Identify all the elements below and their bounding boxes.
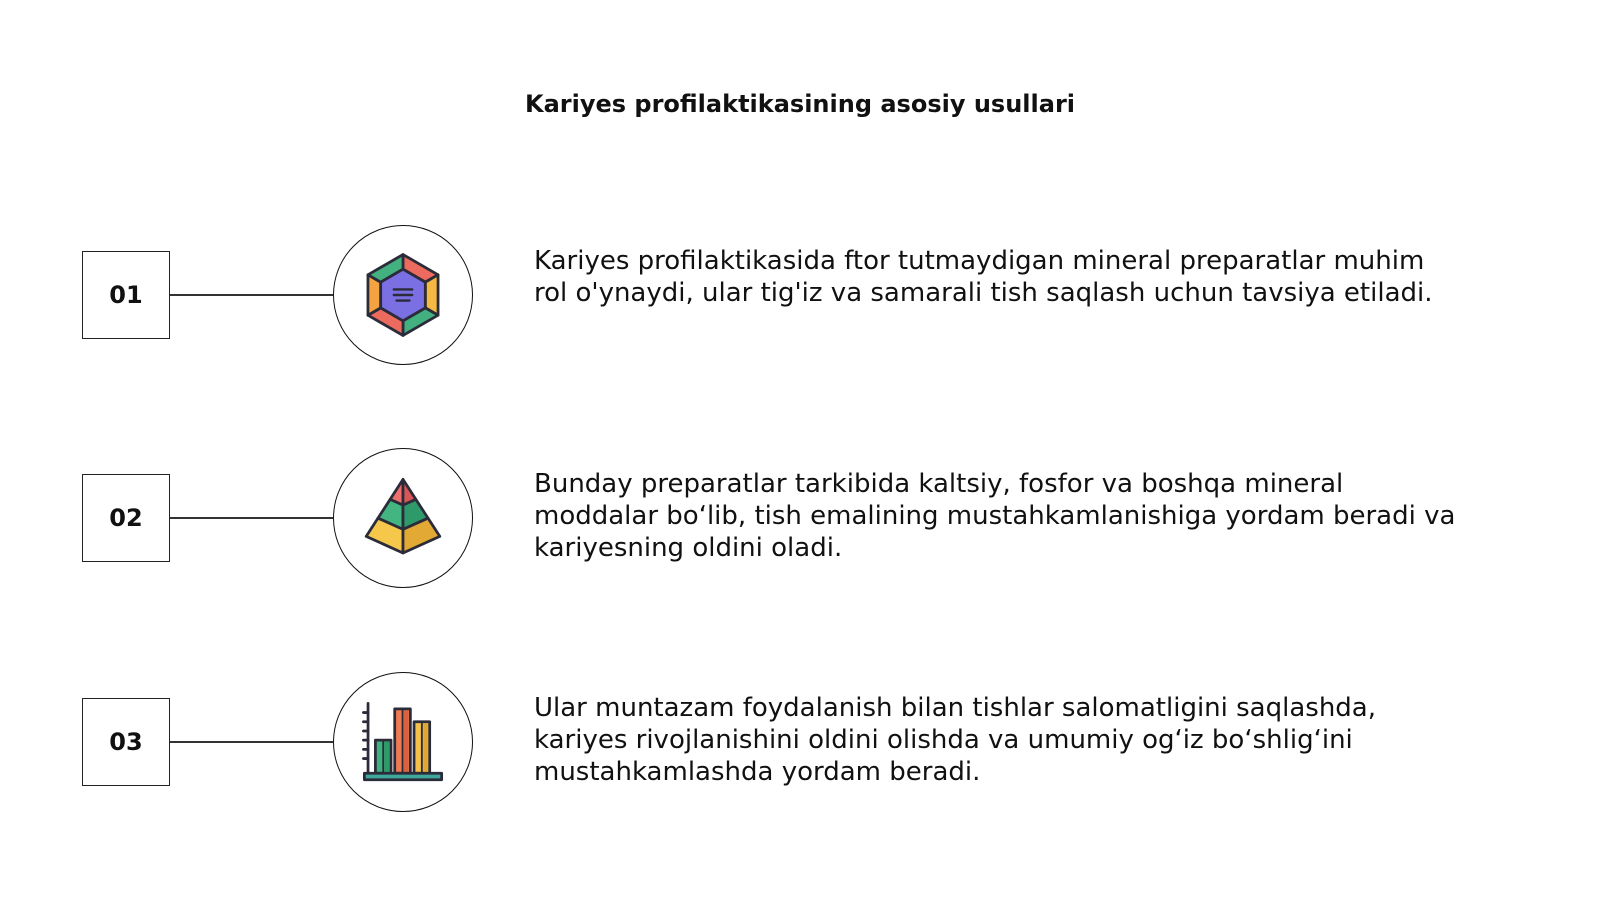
- step-number: 02: [109, 504, 143, 532]
- page-title: Kariyes profilaktikasining asosiy usullari: [524, 90, 1076, 118]
- connector-line: [170, 517, 333, 519]
- item-description: [534, 245, 1433, 309]
- step-number: 03: [109, 728, 143, 756]
- item-description: [534, 468, 1455, 564]
- connector-line: [170, 294, 333, 296]
- description-line: kariyes rivojlanishini oldini olishda va umumiy og‘iz bo‘shlig‘ini: [534, 725, 1353, 755]
- list-item: [0, 183, 1600, 407]
- icon-circle: [333, 672, 473, 812]
- pyramid-icon: [357, 472, 449, 564]
- description-line: kariyesning oldini oladi.: [534, 533, 843, 563]
- description-line: Ular muntazam foydalanish bilan tishlar salomatligini saqlashda,: [534, 693, 1377, 723]
- description-line: moddalar bo‘lib, tish emalining mustahkamlanishiga yordam beradi va: [534, 501, 1456, 531]
- icon-circle: [333, 225, 473, 365]
- description-line: Kariyes profilaktikasida ftor tutmaydigan mineral preparatlar muhim: [534, 246, 1425, 276]
- connector-line: [170, 741, 333, 743]
- description-line: mustahkamlashda yordam beradi.: [534, 757, 981, 787]
- step-number-box: [82, 698, 170, 786]
- step-number-box: [82, 251, 170, 339]
- step-number-box: [82, 474, 170, 562]
- bar-chart-icon: [357, 696, 449, 788]
- hexagon-icon: [357, 249, 449, 341]
- item-description: [534, 692, 1376, 788]
- step-number: 01: [109, 281, 143, 309]
- description-line: Bunday preparatlar tarkibida kaltsiy, fosfor va boshqa mineral: [534, 469, 1344, 499]
- list-item: [0, 406, 1600, 630]
- icon-circle: [333, 448, 473, 588]
- description-line: rol o'ynaydi, ular tig'iz va samarali tish saqlash uchun tavsiya etiladi.: [534, 278, 1433, 308]
- list-item: [0, 630, 1600, 854]
